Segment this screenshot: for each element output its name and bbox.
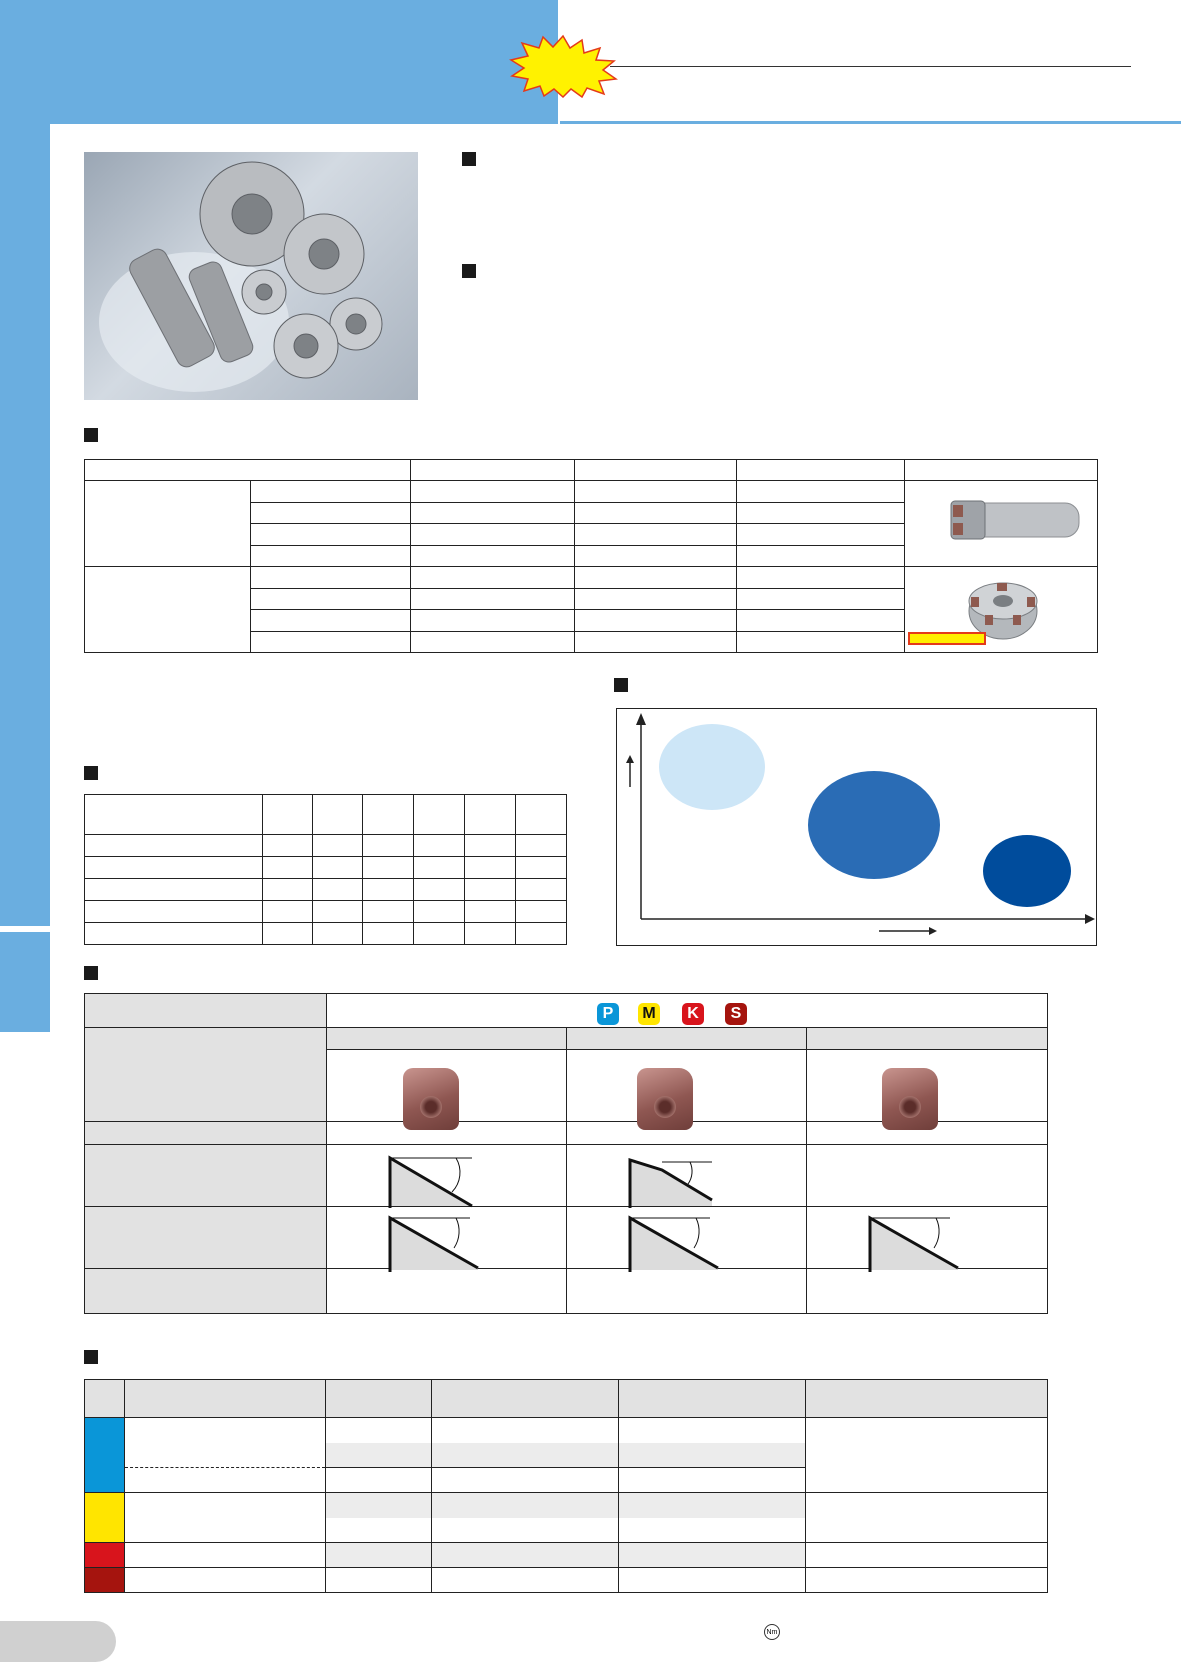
side-band bbox=[0, 124, 50, 926]
section-bullet-icon bbox=[462, 264, 476, 278]
section-bullet-icon bbox=[84, 1350, 98, 1364]
product-photo bbox=[84, 152, 418, 400]
section-bullet-icon bbox=[462, 152, 476, 166]
x-axis-arrow-icon bbox=[1085, 914, 1095, 924]
profile-diagram bbox=[626, 1214, 722, 1274]
section-bullet-icon bbox=[84, 966, 98, 980]
header-band bbox=[0, 0, 558, 124]
insert-image bbox=[637, 1068, 693, 1130]
bubble-mid bbox=[808, 771, 940, 879]
torque-icon: Nm bbox=[764, 1624, 780, 1640]
iso-s-badge: S bbox=[725, 1003, 747, 1025]
new-tag bbox=[908, 632, 986, 645]
end-mill-image bbox=[905, 481, 1095, 561]
y-direction-arrow-icon bbox=[626, 755, 634, 763]
insert-image bbox=[882, 1068, 938, 1130]
section-bullet-icon bbox=[84, 766, 98, 780]
application-chart bbox=[616, 708, 1097, 946]
page-number-tab bbox=[0, 1621, 116, 1662]
bubble-light bbox=[659, 724, 765, 810]
profile-diagram bbox=[386, 1214, 482, 1274]
y-axis-arrow-icon bbox=[636, 713, 646, 725]
lineup-table bbox=[84, 459, 1098, 653]
iso-p-badge: P bbox=[597, 1003, 619, 1025]
header-rule bbox=[560, 121, 1181, 124]
bubble-dark bbox=[983, 835, 1071, 907]
iso-m-badge: M bbox=[638, 1003, 660, 1025]
section-bullet-icon bbox=[84, 428, 98, 442]
grade-table bbox=[84, 794, 567, 945]
section-bullet-icon bbox=[614, 678, 628, 692]
profile-diagram bbox=[386, 1152, 482, 1212]
cutting-conditions-table bbox=[84, 1379, 1048, 1593]
x-direction-arrow-icon bbox=[929, 927, 937, 935]
profile-diagram bbox=[866, 1214, 962, 1274]
side-tab bbox=[0, 932, 50, 1032]
insert-image bbox=[403, 1068, 459, 1130]
iso-k-badge: K bbox=[682, 1003, 704, 1025]
end-mill-cell bbox=[905, 481, 1098, 567]
profile-diagram bbox=[626, 1152, 722, 1212]
new-starburst-icon bbox=[508, 34, 618, 98]
title-line bbox=[610, 66, 1131, 67]
